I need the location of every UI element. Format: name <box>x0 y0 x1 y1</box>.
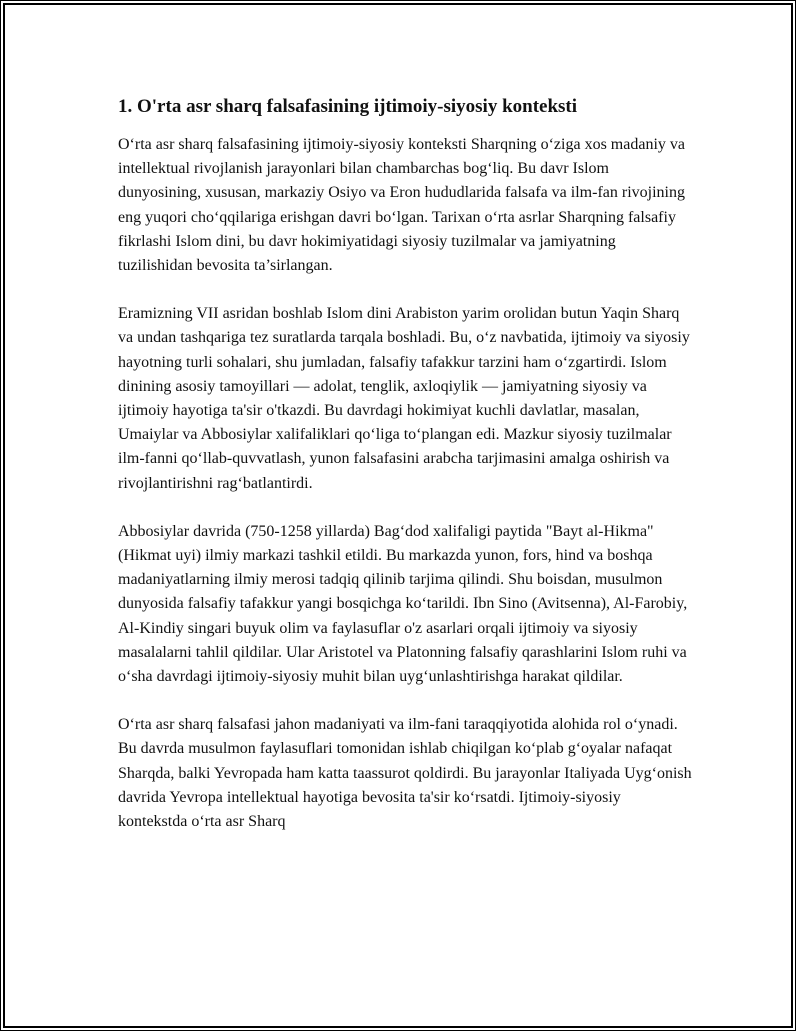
document-body <box>118 95 693 858</box>
paragraph-4: O‘rta asr sharq falsafasi jahon madaniyati va ilm-fani taraqqiyotida alohida rol o‘ynadi. Bu davrda musulmon faylasuflari tomonidan ishlab chiqilgan ko‘plab g‘oyalar nafaqat Sharqda, balki Yevropada ham katta taassurot qoldirdi. Bu jarayonlar Italiyada Uyg‘onish davrida Yevropa intellektual hayotiga bevosita ta'sir ko‘rsatdi. Ijtimoiy-siyosiy kontekstda o‘rta asr Sharq <box>118 716 692 831</box>
paragraph-3: Abbosiylar davrida (750-1258 yillarda) Bag‘dod xalifaligi paytida "Bayt al-Hikma" (Hikmat uyi) ilmiy markazi tashkil etildi. Bu markazda yunon, fors, hind va boshqa madaniyatlarning ilmiy merosi tadqiq qilinib tarjima qilindi. Shu boisdan, musulmon dunyosida falsafiy tafakkur yangi bosqichga ko‘tarildi. Ibn Sino (Avitsenna), Al-Farobiy, Al-Kindiy singari buyuk olim va faylasuflar o'z asarlari orqali ijtimoiy va siyosiy masalalarni tahlil qildilar. Ular Aristotel va Platonning falsafiy qarashlarini Islom ruhi va o‘sha davrdagi ijtimoiy-siyosiy muhit bilan uyg‘unlashtirishga harakat qildilar. <box>118 522 688 686</box>
paragraph-2: Eramizning VII asridan boshlab Islom dini Arabiston yarim orolidan butun Yaqin Sharq va undan tashqariga tez suratlarda tarqala boshladi. Bu, o‘z navbatida, ijtimoiy va siyosiy hayotning turli sohalari, shu jumladan, falsafiy tafakkur tarzini ham o‘zgartirdi. Islom dinining asosiy tamoyillari — adolat, tenglik, axloqiylik — jamiyatning siyosiy va ijtimoiy hayotiga ta'sir o'tkazdi. Bu davrdagi hokimiyat kuchli davlatlar, masalan, Umaiylar va Abbosiylar xalifaliklari qo‘liga to‘plangan edi. Mazkur siyosiy tuzilmalar ilm-fanni qo‘llab-quvvatlash, yunon falsafasini arabcha tarjimasini amalga oshirish va rivojlantirishni rag‘batlantirdi. <box>118 305 690 492</box>
section-heading: 1. O'rta asr sharq falsafasining ijtimoiy-siyosiy konteksti <box>118 96 578 117</box>
paragraph-1: O‘rta asr sharq falsafasining ijtimoiy-siyosiy konteksti Sharqning o‘ziga xos madaniy va intellektual rivojlanish jarayonlari bilan chambarchas bog‘liq. Bu davr Islom dunyosining, xususan, markaziy Osiyo va Eron hududlarida falsafa va ilm-fan rivojining eng yuqori cho‘qqilariga erishgan davri bo‘lgan. Tarixan o‘rta asrlar Sharqning falsafiy fikrlashi Islom dini, bu davr hokimiyatidagi siyosiy tuzilmalar va jamiyatning tuzilishidan bevosita ta’sirlangan. <box>118 136 685 275</box>
